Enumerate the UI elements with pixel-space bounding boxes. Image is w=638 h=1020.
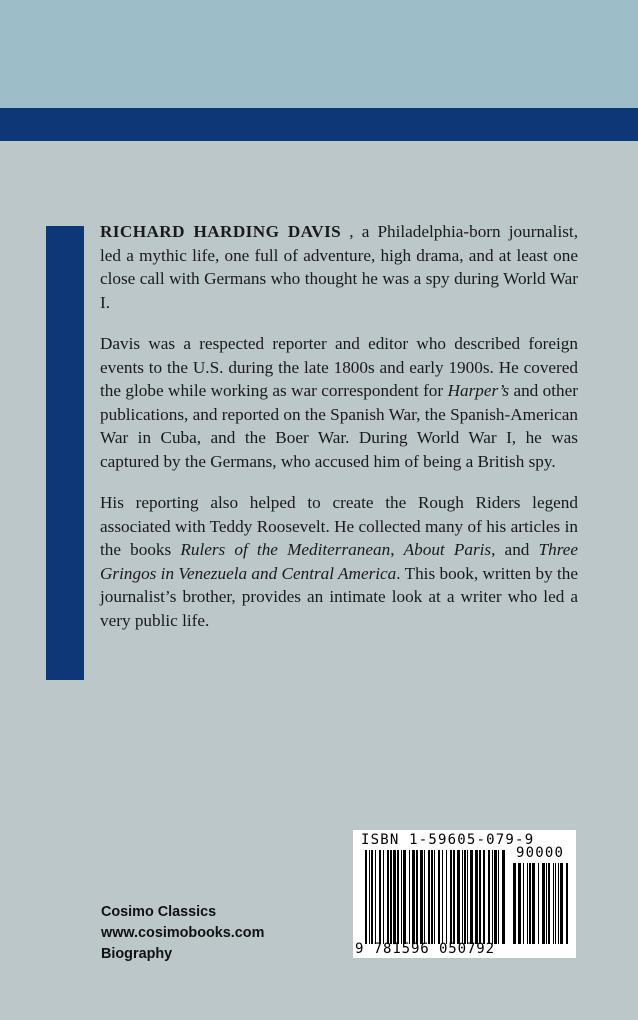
book-title: Rulers of the Mediterranean [180,540,391,559]
price-code: 90000 [516,845,565,861]
book-category: Biography [101,946,173,962]
blue-stripe [0,108,638,141]
blurb-side-bar [46,226,84,680]
blurb-paragraph-1: RICHARD HARDING DAVIS , a Philadelphia-born journalist, led a mythic life, one full of adventure, high drama, and at least one close call with Germans who thought he was a spy during World War I. [100,222,578,312]
barcode [353,830,576,958]
publisher-name: Cosimo Classics [101,904,217,920]
ean-number: 9 781596 050792 [355,941,495,957]
publisher-website: www.cosimobooks.com [101,925,265,941]
isbn-text: ISBN 1-59605-079-9 [361,832,535,848]
back-cover-blurb [100,220,578,650]
book-title: Three Gringos in Venezuela and Central America [100,540,579,583]
author-name: RICHARD HARDING DAVIS [100,222,342,241]
publication-title: Harper’s [447,381,510,400]
top-color-band [0,0,638,108]
blurb-paragraph-3: His reporting also helped to create the Rough Riders legend associated with Teddy Roosevelt. He collected many of his articles in the books Rulers of the Mediterranean, About Paris, and Three Gringos in Venezuela and Central America. This book, written by the journalist’s brother, provides an intimate look at a writer who led a very public life. [100,493,579,630]
book-title: About Paris [403,540,492,559]
blurb-paragraph-2: Davis was a respected reporter and editor who described foreign events to the U.S. during the late 1800s and early 1900s. He covered the globe while working as war correspondent for Harper’s and other publications, and reported on the Spanish War, the Spanish-American War in Cuba, and the Boer War. During World War I, he was captured by the Germans, who accused him of being a British spy. [100,334,578,471]
publisher-info [101,902,264,965]
